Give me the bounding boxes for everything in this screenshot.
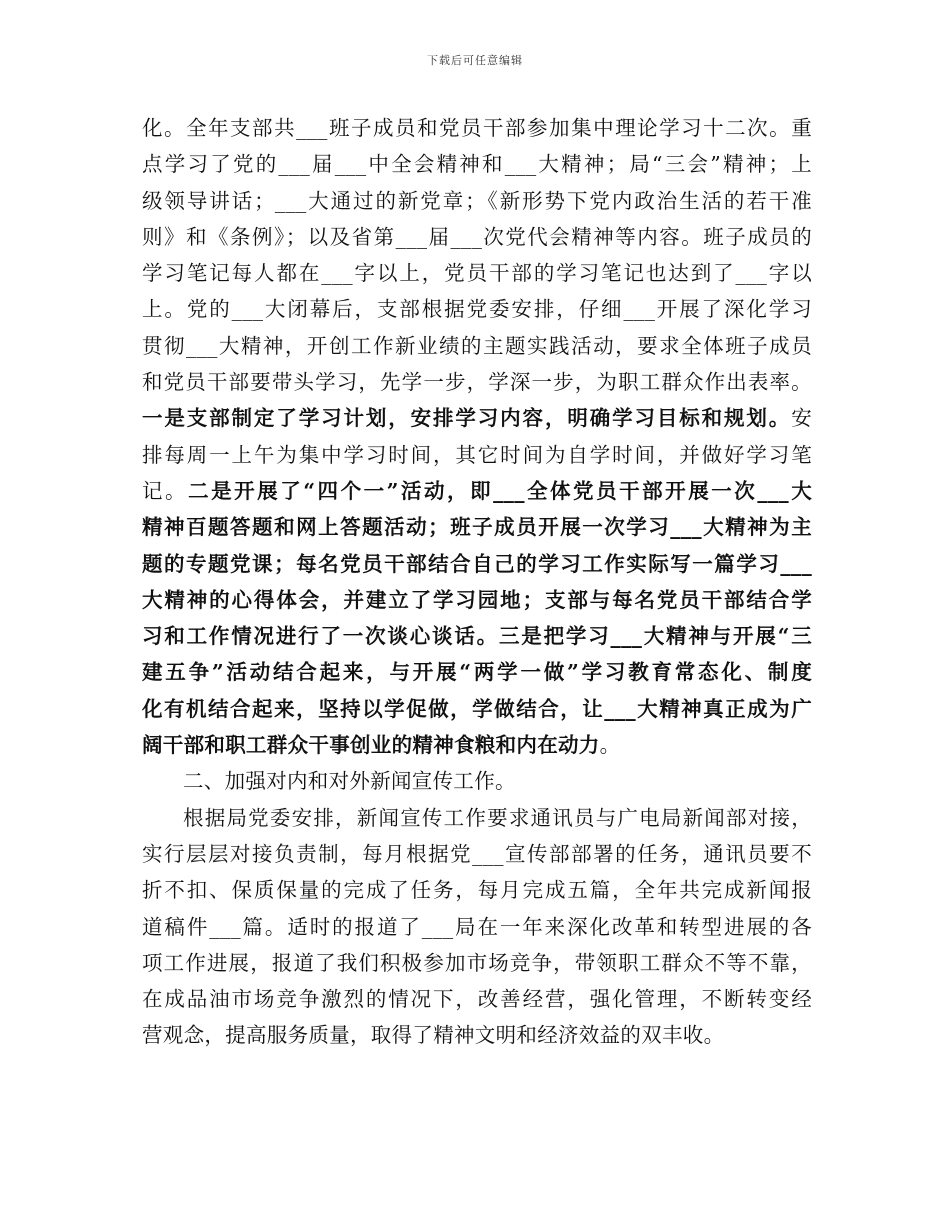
bold-text-segment: 二是开展了“四个一”活动，即___全体党员干部开展一次___大 xyxy=(188,478,812,503)
text-segment: 级领导讲话；___大通过的新党章；《新形势下党内政治生活的若干准 xyxy=(142,188,812,213)
bold-text-segment: 阔干部和职工群众干事创业的精神食粮和内在动力 xyxy=(142,733,600,758)
text-line xyxy=(142,146,812,182)
page-header: 下载后可任意编辑 xyxy=(427,54,523,67)
text-segment: 实行层层对接负责制，每月根据党___宣传部部署的任务，通讯员要不 xyxy=(142,841,812,866)
text-line xyxy=(142,509,812,545)
document-body xyxy=(142,110,812,1054)
text-segment: 记。 xyxy=(142,478,189,503)
text-line xyxy=(142,800,812,836)
text-segment: 。 xyxy=(599,733,621,758)
text-line xyxy=(142,618,812,654)
text-segment: 根据局党委安排，新闻宣传工作要求通讯员与广电局新闻部对接， xyxy=(183,805,812,830)
bold-text-segment: 化有机结合起来，坚持以学促做，学做结合，让___大精神真正成为广 xyxy=(142,696,812,721)
text-line xyxy=(142,582,812,618)
bold-text-segment: 精神百题答题和网上答题活动；班子成员开展一次学习___大精神为主 xyxy=(142,515,812,540)
text-line xyxy=(142,763,812,799)
text-line xyxy=(142,981,812,1017)
text-segment: 和党员干部要带头学习，先学一步，学深一步，为职工群众作出表率。 xyxy=(142,370,812,395)
bold-text-segment: 习和工作情况进行了一次谈心谈话。三是把学习___大精神与开展“三 xyxy=(142,624,812,649)
text-line xyxy=(142,291,812,327)
text-segment: 在成品油市场竞争激烈的情况下，改善经营，强化管理，不断转变经 xyxy=(142,987,812,1012)
text-line xyxy=(142,400,812,436)
text-segment: 化。全年支部共___班子成员和党员干部参加集中理论学习十二次。重 xyxy=(142,116,812,140)
text-line xyxy=(142,110,812,146)
text-line xyxy=(142,255,812,291)
text-line xyxy=(142,473,812,509)
text-segment: 安 xyxy=(791,406,812,431)
text-segment: 则》和《条例》；以及省第___届___次党代会精神等内容。班子成员的 xyxy=(142,224,812,249)
text-line xyxy=(142,328,812,364)
text-line xyxy=(142,1017,812,1053)
text-line xyxy=(142,364,812,400)
text-segment: 营观念，提高服务质量，取得了精神文明和经济效益的双丰收。 xyxy=(142,1023,725,1048)
text-line xyxy=(142,546,812,582)
text-segment: 学习笔记每人都在___字以上，党员干部的学习笔记也达到了___字以 xyxy=(142,261,812,286)
bold-text-segment: 建五争”活动结合起来，与开展“两学一做”学习教育常态化、制度 xyxy=(142,660,812,685)
text-segment: 贯彻___大精神，开创工作新业绩的主题实践活动，要求全体班子成员 xyxy=(142,333,812,358)
text-segment: 项工作进展，报道了我们积极参加市场竞争，带领职工群众不等不靠， xyxy=(142,950,812,975)
bold-text-segment: 大精神的心得体会，并建立了学习园地；支部与每名党员干部结合学 xyxy=(142,587,812,612)
text-line xyxy=(142,836,812,872)
text-line xyxy=(142,437,812,473)
text-segment: 上。党的___大闭幕后，支部根据党委安排，仔细___开展了深化学习 xyxy=(142,297,812,322)
text-segment: 道稿件___篇。适时的报道了___局在一年来深化改革和转型进展的各 xyxy=(142,914,812,939)
text-line xyxy=(142,872,812,908)
text-segment: 二、加强对内和对外新闻宣传工作。 xyxy=(183,769,516,794)
text-line xyxy=(142,219,812,255)
text-segment: 点学习了党的___届___中全会精神和___大精神；局“三会”精神；上 xyxy=(142,152,812,177)
text-line xyxy=(142,727,812,763)
text-line xyxy=(142,691,812,727)
text-segment: 排每周一上午为集中学习时间，其它时间为自学时间，并做好学习笔 xyxy=(142,442,812,467)
text-line xyxy=(142,183,812,219)
text-line xyxy=(142,945,812,981)
text-segment: 折不扣、保质保量的完成了任务，每月完成五篇，全年共完成新闻报 xyxy=(142,878,812,903)
bold-text-segment: 题的专题党课；每名党员干部结合自己的学习工作实际写一篇学习___ xyxy=(142,551,812,576)
bold-text-segment: 一是支部制定了学习计划，安排学习内容，明确学习目标和规划。 xyxy=(142,406,792,431)
text-line xyxy=(142,654,812,690)
text-line xyxy=(142,909,812,945)
